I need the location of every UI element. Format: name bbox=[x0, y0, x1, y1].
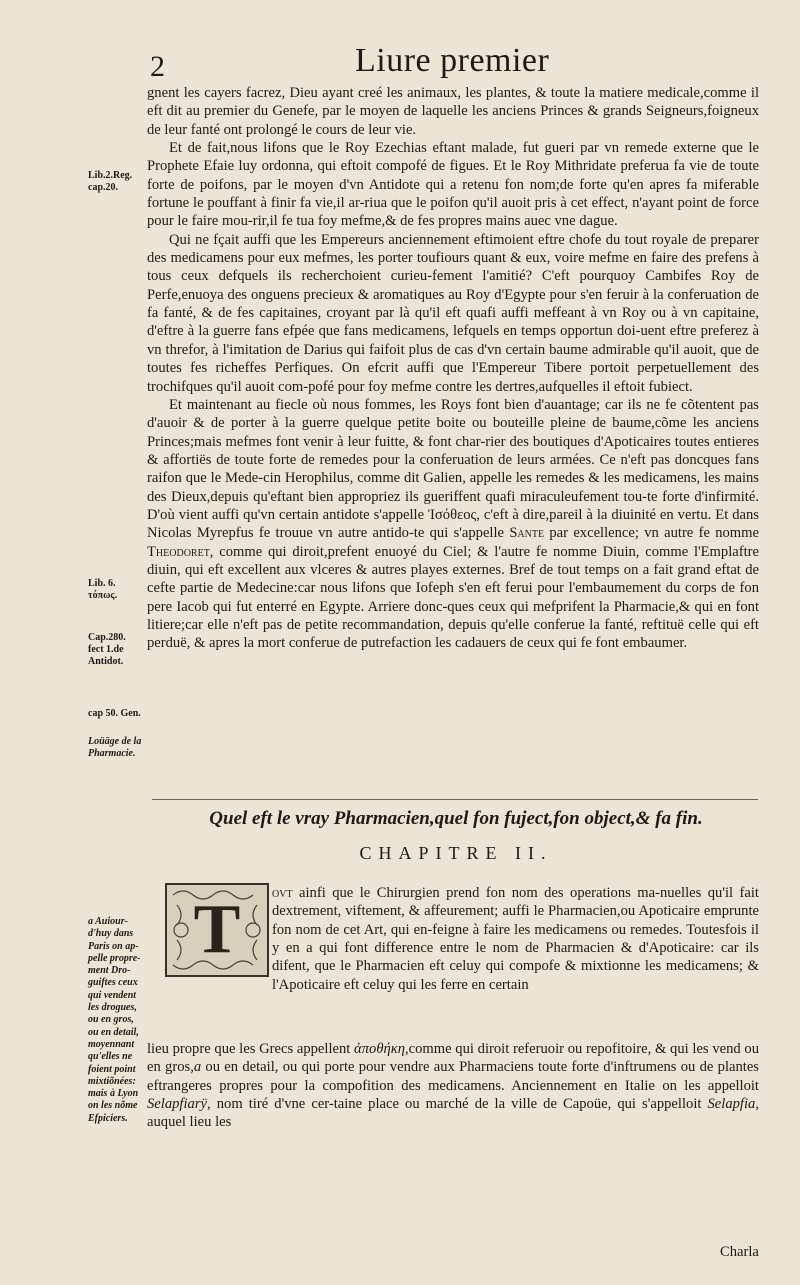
margin-note bbox=[88, 736, 146, 760]
chapter-opening-text bbox=[272, 884, 759, 994]
margin-note-line: Loüāge de la bbox=[88, 736, 142, 747]
catchword: Charla bbox=[720, 1244, 759, 1260]
text-run: ainfi que le Chirurgien prend fon nom des operations ma-nuelles qu'il fait dextrement, viftement, & affeurement; auffi le Pharmacien,ou Apoticaire emprunte fon nom de cet Art, qui en-feigne à faire les medicamens ou remedes. Toutesfois il y en a qui font difference entre le nom de Pharmacien & d'Apoticaire: car ils difent, que le Pharmacien eft celuy qui compofe & mixtionne les medicamens; & l'Apoticaire eft celuy qui les ferre en certain bbox=[272, 885, 759, 993]
decorated-initial bbox=[165, 883, 269, 977]
chapter-continuation-text bbox=[147, 1040, 759, 1132]
paragraph bbox=[147, 1040, 759, 1132]
text-run: , auquel lieu les bbox=[147, 1096, 759, 1131]
margin-note bbox=[88, 632, 146, 668]
margin-note bbox=[88, 578, 146, 602]
margin-note-line: fect 1.de bbox=[88, 644, 124, 655]
text-run: Et maintenant au fiecle où nous fommes, les Roys font bien d'auantage; car ils ne fe cõtentent pas d'auoir & de porter à la guerre quelque petite boite ou bouteille pleine de baume,cõme les anciens Princes;mais mefmes font venir à leur fuitte, & font char-rier des boutiques d'Apoticaires toutes entieres & affortiës de toute forte de remedes pour la conferuation de leurs armées. Ce n'eft pas doncques fans raifon que le Mede-cin Herophilus, comme dit Galien, appelle les remedes & les medicamens, les mains des Dieux,depuis qu'eftant bien appropriez ils gueriffent quafi miraculeufement tou-te forte d'infirmité. D'où vient auffi qu'vn certain antidote s'appelle Ἰσόθεος, c'eft à dire,pareil à la diuinité en vertu. Et dans Nicolas Myrepfus fe trouue vn autre antido-te qui s'appelle bbox=[147, 396, 759, 542]
note-marker: a bbox=[193, 1059, 202, 1076]
section-rule bbox=[152, 799, 758, 800]
latin-term: Selapfiarÿ bbox=[147, 1096, 207, 1113]
paragraph: Qui ne fçait auffi que les Empereurs anciennement eftimoient eftre chofe du tout royale de preparer des medicamens pour eux mefmes, les porter toufiours quant & eux, voire mefme en faire des prefens à tous ceux defquels ils recherchoient curieu-fement l'amitié? C'eft pourquoy Cambifes Roy de Perfe,enuoya des onguens precieux & aromatiques au Roy d'Egypte pour s'en feruir à la conferuation de fa fanté, & de fes capitaines, croyant par là qu'il eft quafi auffi meffeant à vn Roy ou à vn capitaine, d'eftre à la guerre fans efpée que fans medicamens, lefquels en temps opportun doi-uent eftre preferez à vn threfor, à l'imitation de Darius qui faifoit plus de cas d'vn certain baume admirable qu'il auoit, que de toutes fes richeffes Perfiques. On efcrit auffi que l'Empereur Tibere portoit perpetuellement des trochifques qu'il auoit com-pofé pour foy mefme contre les dertres,aufquelles il eftoit fubiect. bbox=[147, 231, 759, 395]
margin-note-line: Pharmacie. bbox=[88, 748, 136, 759]
small-caps-lead: ovt bbox=[272, 885, 293, 901]
paragraph bbox=[272, 884, 759, 994]
margin-note-line: cap.20. bbox=[88, 182, 118, 193]
chapter-title: CHAPITRE II. bbox=[359, 843, 553, 863]
text-run: , comme qui diroit,prefent enuoyé du Ciel; & l'autre fe nomme Diuin, comme l'Emplaftre diuin, qui eft excellent aux vlceres & autres playes externes. Bref de tout temps on a fait grand eftat de cefte partie de Medecine:car nous lifons que Iofeph s'en eft ferui pour l'embaumement du corps de fon pere Iacob qui fut enterré en Egypte. Arriere donc-ques ceux qui mefprifent la Pharmacie,& qui en font litiere;car elle n'eft pas de petite recommandation, depuis qu'elle conferue la fanté, reftituë celle qui eft perduë, & apres la mort conferue de putrefaction les cadauers de ceux qui fe font embaumer. bbox=[147, 543, 759, 652]
section-heading: Quel eft le vray Pharmacien,quel fon fuject,fon object,& fa fin. bbox=[209, 808, 703, 829]
side-note: a Auiour-d'huy dans Paris on ap-pelle propre-ment Dro-guiftes ceux qui vendent les drogues, ou en gros, ou en detail, moyennant qu'elles ne foient point mixtiõnées: mais à Lyon on les nõme Efpiciers. bbox=[88, 916, 141, 1124]
margin-note-line: cap 50. Gen. bbox=[88, 708, 141, 719]
small-caps-term: Theodoret bbox=[147, 543, 210, 560]
greek-term: ἀποθήκη bbox=[354, 1041, 405, 1057]
page-number: 2 bbox=[150, 50, 165, 83]
initial-letter: T bbox=[193, 891, 241, 968]
main-text-block bbox=[147, 84, 759, 653]
margin-note-line: Lib.2.Reg. bbox=[88, 170, 133, 181]
running-title: Liure premier bbox=[355, 42, 550, 79]
latin-term: Selapfia bbox=[707, 1096, 756, 1113]
paragraph: gnent les cayers facrez, Dieu ayant creé les animaux, les plantes, & toute la matiere medicale,comme il eft dit au premier du Genefe, par le moyen de laquelle les anciens Princes & grands Seigneurs,foigneux de leur fanté ont prolongé le cours de leur vie. bbox=[147, 85, 759, 138]
text-run: , nom tiré d'vne cer-taine place ou marché de la ville de Capoüe, qui s'appelloit bbox=[207, 1096, 708, 1113]
margin-note-line: Cap.280. bbox=[88, 632, 126, 643]
paragraph bbox=[147, 396, 759, 653]
margin-note-line: Antidot. bbox=[88, 656, 124, 667]
margin-note-line: τόπως. bbox=[88, 590, 118, 601]
paragraph: Et de fait,nous lifons que le Roy Ezechias eftant malade, fut gueri par vn remede externe que le Prophete Efaie luy ordonna, qui eftoit compofé de figues. Et le Roy Mithridate preferua fa vie de toute forte de poifons, par le moyen d'vn Antidote qui a retenu fon nom;de forte qu'en apres fa miferable fortune le pouffant à finir fa vie,il ar-riua que le poifon qu'il auoit pris à cet effect, n'ayant point de force pour le faire mou-rir,il fe tua foy mefme,& de fes propres mains auec vne dague. bbox=[147, 140, 759, 230]
margin-note bbox=[88, 708, 146, 720]
margin-note-line: Lib. 6. bbox=[88, 578, 116, 589]
text-run: lieu propre que les Grecs appellent bbox=[147, 1041, 355, 1057]
text-run: par excellence; vn autre fe nomme bbox=[544, 525, 759, 542]
text-run: ,comme qui diroit referuoir ou repofitoire, & qui les vend ou en gros, bbox=[147, 1041, 759, 1076]
text-run: ou en detail, ou qui porte pour vendre aux Pharmaciens toute forte d'inftrumens ou de plantes eftrangeres propres pour la compofition des medicamens. Anciennement en Italie on les appelloit bbox=[147, 1059, 759, 1094]
small-caps-term: Sante bbox=[509, 525, 545, 542]
margin-note bbox=[88, 170, 146, 194]
